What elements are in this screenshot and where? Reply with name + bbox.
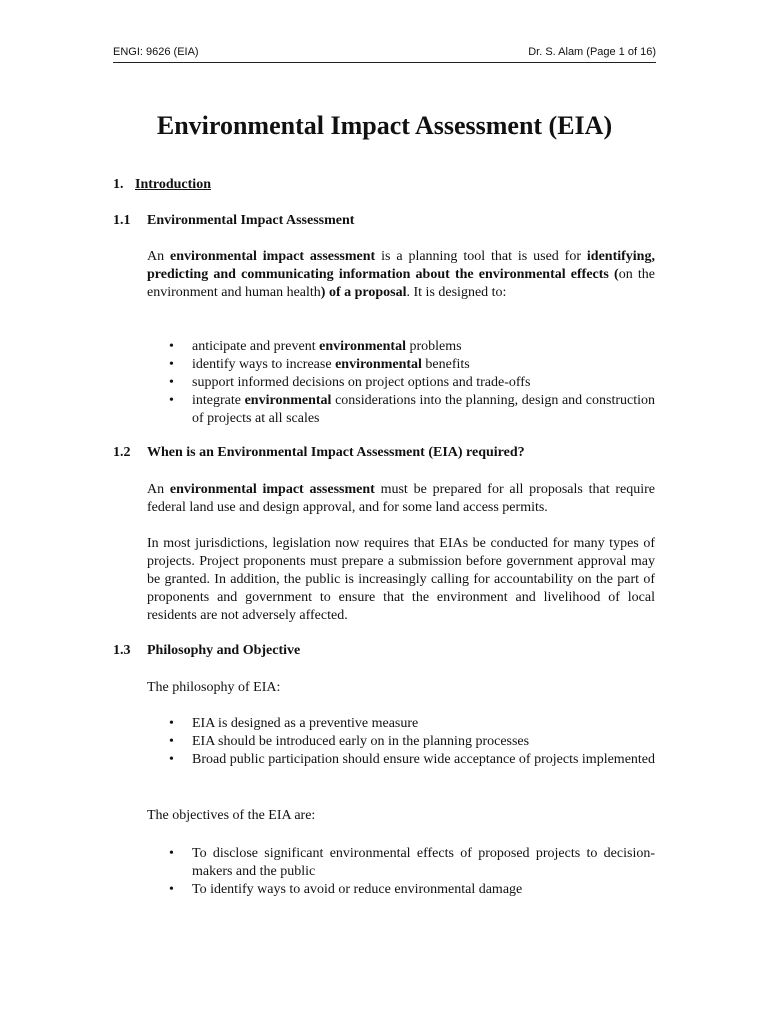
list-item xyxy=(147,881,655,899)
bold-term: environmental xyxy=(319,339,406,354)
bold-term: environmental impact assessment xyxy=(169,482,375,497)
text-run: To disclose significant environmental effects of proposed projects to decision-makers and the public xyxy=(192,846,655,879)
eia-purpose-list xyxy=(147,338,655,428)
bullet-icon: • xyxy=(169,882,174,897)
bold-term: environmental xyxy=(244,393,332,408)
text-run: An xyxy=(147,249,171,264)
text-run: support informed decisions on project options and trade-offs xyxy=(192,375,531,390)
text-run: EIA is designed as a preventive measure xyxy=(192,716,419,731)
subsection-number: 1.1 xyxy=(113,213,131,228)
paragraph-eia-definition xyxy=(147,248,655,302)
bold-term: environmental xyxy=(335,357,422,372)
text-run: identify ways to increase xyxy=(192,357,336,372)
bullet-icon: • xyxy=(169,339,174,354)
bold-term: environmental impact assessment xyxy=(170,249,376,264)
bullet-icon: • xyxy=(169,752,174,767)
section-number: 1. xyxy=(113,177,124,192)
text-run: benefits xyxy=(421,357,470,372)
philosophy-list xyxy=(147,715,655,769)
list-item xyxy=(147,751,655,769)
text-run: considerations into the planning, design and construction of projects at all scales xyxy=(192,393,655,426)
section-title: Introduction xyxy=(135,177,211,192)
bullet-icon: • xyxy=(169,734,174,749)
page-header xyxy=(113,44,656,63)
author-page-number: Dr. S. Alam (Page 1 of 16) xyxy=(528,46,656,58)
list-item xyxy=(147,715,655,733)
text-run: is a planning tool that is used for xyxy=(375,249,587,264)
subsection-heading-1-2 xyxy=(113,445,525,461)
list-item xyxy=(147,392,655,428)
subsection-title: When is an Environmental Impact Assessment (EIA) required? xyxy=(147,445,525,460)
text-run: Broad public participation should ensure wide acceptance of projects implemented xyxy=(192,752,656,767)
course-code: ENGI: 9626 (EIA) xyxy=(113,46,199,58)
text-run: on the environment and human health xyxy=(147,267,655,300)
document-title: Environmental Impact Assessment (EIA) xyxy=(156,111,613,140)
list-item xyxy=(147,356,655,374)
text-run: EIA should be introduced early on in the planning processes xyxy=(192,734,530,749)
section-heading-introduction xyxy=(113,177,211,193)
text-run: . It is designed to: xyxy=(406,285,507,300)
bullet-icon: • xyxy=(169,375,174,390)
bullet-icon: • xyxy=(169,357,174,372)
bullet-icon: • xyxy=(169,846,174,861)
text-run: problems xyxy=(405,339,462,354)
list-item xyxy=(147,374,655,392)
subsection-title: Philosophy and Objective xyxy=(147,643,301,658)
paragraph-eia-requirement xyxy=(147,481,655,517)
objectives-list xyxy=(147,845,655,899)
philosophy-intro: The philosophy of EIA: xyxy=(147,680,281,695)
bullet-icon: • xyxy=(169,393,174,408)
text-run: To identify ways to avoid or reduce environmental damage xyxy=(192,882,523,897)
text-run: An xyxy=(147,482,170,497)
objectives-intro: The objectives of the EIA are: xyxy=(147,808,316,823)
bold-term: identifying, predicting and communicating information about the environmental effects ( xyxy=(147,249,655,282)
bold-term: ) of a proposal xyxy=(320,285,407,300)
list-item xyxy=(147,338,655,356)
list-item xyxy=(147,733,655,751)
subsection-number: 1.3 xyxy=(113,643,131,658)
subsection-heading-1-3 xyxy=(113,643,300,659)
paragraph-jurisdictions: In most jurisdictions, legislation now requires that EIAs be conducted for many types of projects. Project proponents must prepare a submission before government approval may be granted. In addition, the public is increasingly calling for accountability on the part of proponents and government to ensure that the environment and livelihood of local residents are not adversely affected. xyxy=(147,536,655,623)
text-run: anticipate and prevent xyxy=(192,339,320,354)
subsection-title: Environmental Impact Assessment xyxy=(147,213,355,228)
text-run: integrate xyxy=(192,393,245,408)
list-item xyxy=(147,845,655,881)
subsection-number: 1.2 xyxy=(113,445,131,460)
text-run: must be prepared for all proposals that require federal land use and design approval, and for some land access permits. xyxy=(147,482,655,515)
bullet-icon: • xyxy=(169,716,174,731)
subsection-heading-1-1 xyxy=(113,213,354,229)
